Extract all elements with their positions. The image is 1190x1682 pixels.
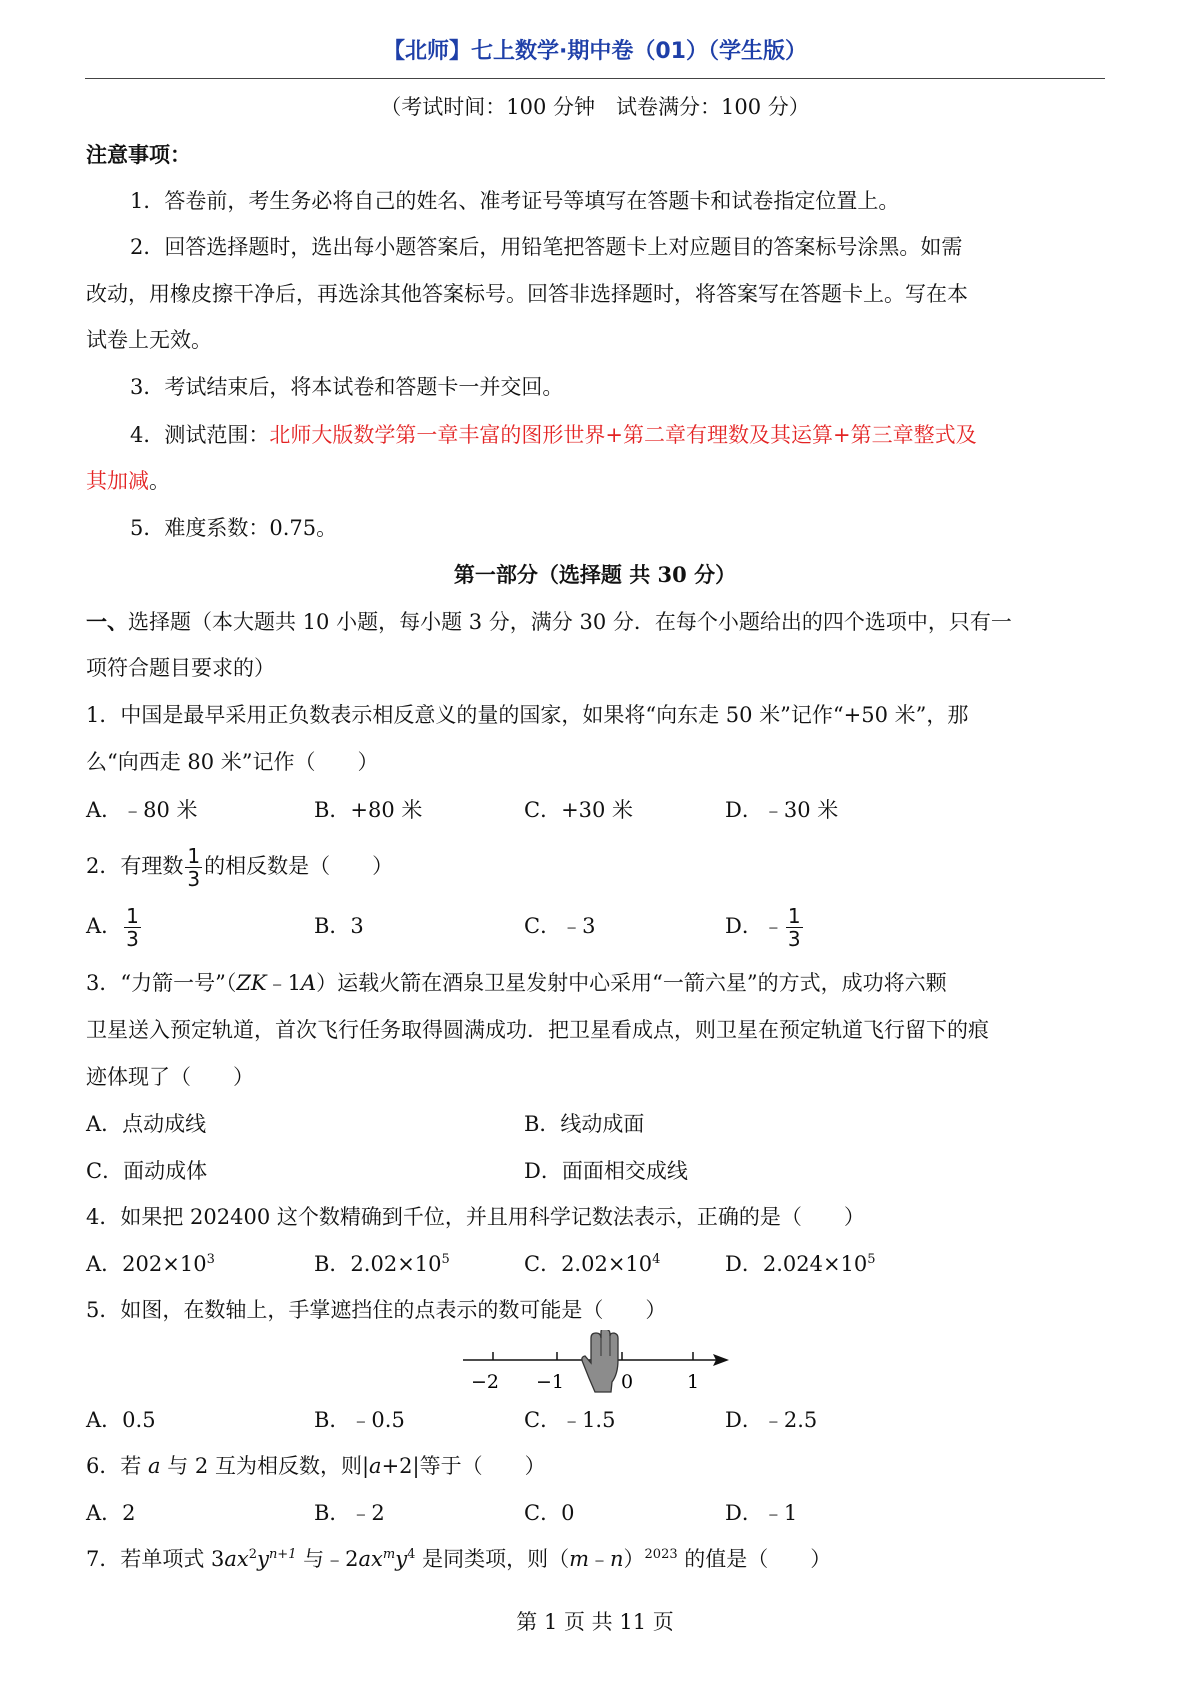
q6-var-a-2: a [369,1454,382,1478]
note-2-line-1: 2．回答选择题时，选出每小题答案后，用铅笔把答题卡上对应题目的答案标号涂黑。如需 [130,235,963,259]
q2-stem [86,840,1106,892]
q4-option-c [524,1249,660,1279]
q2-option-b: B．3 [314,914,364,938]
q3-option-d: D．面面相交成线 [524,1159,688,1183]
q1-stem-1: 1．中国是最早采用正负数表示相反意义的量的国家，如果将“向东走 50 米”记作“+50 米”，那 [86,703,969,727]
q1-option-d: D．﹣30 米 [725,798,839,822]
q3-s2: ﹣1 [266,971,301,995]
q4-c-exp: 4 [652,1252,661,1267]
q7-y1: y [257,1547,269,1571]
q7-minus: ﹣ [589,1547,610,1571]
note-4-scope: 北师大版数学第一章丰富的图形世界+第二章有理数及其运算+第三章整式及 [269,423,977,447]
hand-icon [582,1330,618,1392]
q2-stem-post: 的相反数是（ ） [204,854,394,878]
q3-option-b: B．线动成面 [524,1112,645,1136]
q2-option-c: C．﹣3 [524,914,596,938]
q3-s1: 3．“力箭一号”（ [86,971,237,995]
q4-option-a [86,1249,215,1279]
note-4-scope-end: 其加减 [86,469,149,493]
q5-option-c: C．﹣1.5 [524,1408,616,1432]
notes-heading: 注意事项： [86,142,191,167]
q2-stem-pre: 2．有理数 [86,854,184,878]
q6-option-d: D．﹣1 [725,1501,798,1525]
note-2-line-3: 试卷上无效。 [86,328,212,352]
q2-option-d [725,900,805,952]
part-1-title: 第一部分（选择题 共 30 分） [453,562,737,587]
tick-label-neg1: −1 [535,1371,565,1393]
q2-frac-den: 3 [187,867,201,891]
q2-option-d-label: D．﹣ [725,914,784,938]
q3-option-c: C．面动成体 [86,1159,208,1183]
q4-d-exp: 5 [867,1252,876,1267]
number-line-figure [455,1330,735,1400]
q7-e3: m [382,1547,396,1562]
q1-option-b: B．+80 米 [314,798,423,822]
note-4-prefix: 4．测试范围： [130,423,270,447]
q2-option-a [86,900,143,952]
q7-m: m [569,1547,589,1571]
q2-a-den: 3 [126,927,139,951]
q4-c-text: C．2.02×10 [524,1252,653,1276]
q6-var-a: a [148,1454,161,1478]
exam-time-info: （考试时间：100 分钟 试卷满分：100 分） [380,95,810,119]
q2-option-a-fraction [124,905,141,950]
q4-option-d [725,1249,876,1279]
q2-a-num: 1 [126,904,139,928]
q7-n: n [610,1547,624,1571]
q7-ax2: ax [358,1547,383,1571]
note-4-line-2 [86,466,1106,496]
q2-d-num: 1 [787,904,801,928]
tick-label-1: 1 [686,1371,700,1393]
section-1-number: 一、 [86,609,128,634]
tick-label-neg2: −2 [470,1371,500,1393]
q5-stem: 5．如图，在数轴上，手掌遮挡住的点表示的数可能是（ ） [86,1298,667,1322]
q6-s2: 与 2 互为相反数，则| [160,1454,370,1478]
header-divider [85,78,1105,79]
page-footer: 第 1 页 共 11 页 [516,1610,674,1634]
note-2-line-2: 改动，用橡皮擦干净后，再选涂其他答案标号。回答非选择题时，将答案写在答题卡上。写在本 [86,282,968,306]
q5-option-d: D．﹣2.5 [725,1408,818,1432]
note-5: 5．难度系数：0.75。 [130,516,338,540]
q5-option-b: B．﹣0.5 [314,1408,405,1432]
q7-p4: ） [623,1547,645,1571]
q4-b-text: B．2.02×10 [314,1252,442,1276]
q3-stem-1 [86,968,1106,998]
q3-zk: ZK [236,971,267,995]
q4-d-text: D．2.024×10 [725,1252,868,1276]
note-4-period: 。 [149,469,170,493]
q6-option-b: B．﹣2 [314,1501,385,1525]
q4-a-exp: 3 [206,1252,215,1267]
q7-y2: y [395,1547,408,1571]
q7-p3: 是同类项，则（ [415,1547,570,1571]
section-1-desc-2: 项符合题目要求的） [86,656,275,680]
q4-option-b [314,1249,450,1279]
q7-p2: 与﹣2 [296,1547,359,1571]
note-4-line-1 [130,420,1150,450]
q7-e4: 4 [407,1547,416,1562]
q3-stem-3: 迹体现了（ ） [86,1065,254,1089]
q6-option-c: C．0 [524,1501,575,1525]
q3-a: A [301,971,317,995]
q2-option-d-fraction [786,905,803,950]
q7-e5: 2023 [644,1547,678,1562]
q4-stem: 4．如果把 202400 这个数精确到千位，并且用科学记数法表示，正确的是（ ） [86,1205,865,1229]
q4-b-exp: 5 [441,1252,450,1267]
note-1: 1．答卷前，考生务必将自己的姓名、准考证号等填写在答题卡和试卷指定位置上。 [130,189,900,213]
q6-s1: 6．若 [86,1454,149,1478]
q1-option-c: C．+30 米 [524,798,634,822]
section-1-desc: 选择题（本大题共 10 小题，每小题 3 分，满分 30 分．在每个小题给出的四个选项中，只有一 [128,610,1012,634]
q4-a-text: A．202×10 [86,1252,207,1276]
q3-s3: ）运载火箭在酒泉卫星发射中心采用“一箭六星”的方式，成功将六颗 [316,971,947,995]
q7-ax: ax [224,1547,249,1571]
q5-option-a: A．0.5 [86,1408,156,1432]
q7-p1: 7．若单项式 3 [86,1547,225,1571]
q3-stem-2: 卫星送入预定轨道，首次飞行任务取得圆满成功．把卫星看成点，则卫星在预定轨道飞行留下的痕 [86,1018,989,1042]
q7-e1: 2 [248,1547,258,1562]
section-1-heading [86,607,1106,637]
q7-stem [86,1544,1106,1574]
q6-stem [86,1451,1106,1481]
q2-frac-num: 1 [187,844,201,868]
q7-p5: 的值是（ ） [677,1547,832,1571]
q6-option-a: A．2 [86,1501,136,1525]
q7-e2: n+1 [268,1547,297,1562]
q2-d-den: 3 [787,927,801,951]
note-3: 3．考试结束后，将本试卷和答题卡一并交回。 [130,375,564,399]
q6-s3: +2|等于（ ） [381,1454,546,1478]
q1-stem-2: 么“向西走 80 米”记作（ ） [86,750,379,774]
q2-fraction [185,845,202,890]
q3-option-a: A．点动成线 [86,1112,207,1136]
q1-option-a: A．﹣80 米 [86,798,198,822]
q2-option-a-label: A． [86,914,123,938]
tick-label-0: 0 [620,1371,634,1393]
page-header-title: 【北师】七上数学·期中卷（01）（学生版） [383,39,807,64]
